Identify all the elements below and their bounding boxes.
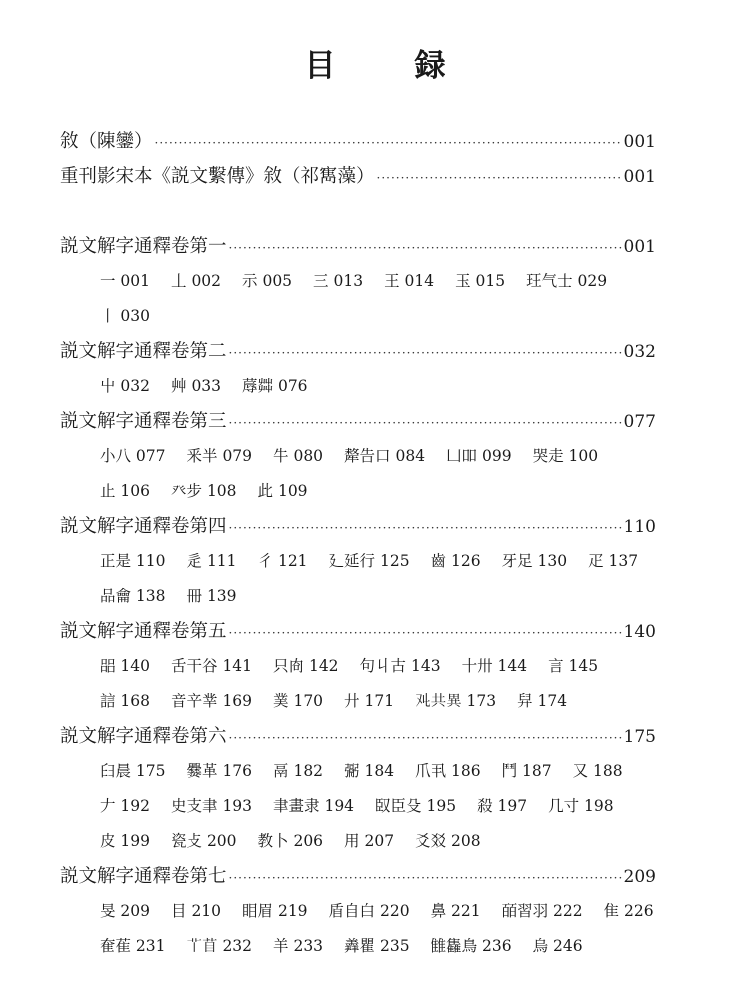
radical-entry[interactable]: 釆半 079 xyxy=(186,447,253,465)
radical-entry[interactable]: 小八 077 xyxy=(100,447,166,465)
radical-entry[interactable]: 屮 032 xyxy=(100,377,151,395)
leader-dots xyxy=(229,721,622,756)
radical-list-line xyxy=(60,929,656,964)
radical-entry[interactable]: 鼻 221 xyxy=(430,902,481,920)
radical-entry[interactable]: 舌干谷 141 xyxy=(171,657,253,675)
radical-entry[interactable]: 蓐茻 076 xyxy=(242,377,308,395)
radical-entry[interactable]: 只㕯 142 xyxy=(273,657,339,675)
leader-dots xyxy=(155,126,622,161)
radical-entry[interactable]: 烏 246 xyxy=(532,937,583,955)
radical-entry[interactable]: 几寸 198 xyxy=(548,797,614,815)
radical-list-line xyxy=(60,264,656,299)
radical-entry[interactable]: 音䇂丵 169 xyxy=(171,692,253,710)
radical-entry[interactable]: 疋 137 xyxy=(588,552,639,570)
radical-entry[interactable]: 犛告口 084 xyxy=(344,447,426,465)
radical-entry[interactable]: 教卜 206 xyxy=(257,832,324,850)
entry-title: 説文解字通釋卷第五 xyxy=(60,621,227,642)
radical-entry[interactable]: 哭走 100 xyxy=(532,447,599,465)
radical-entry[interactable]: 辵 111 xyxy=(186,552,237,570)
radical-entry[interactable]: 皮 199 xyxy=(100,832,151,850)
entry-title: 説文解字通釋卷第六 xyxy=(60,726,227,747)
radical-entry[interactable]: 雔雥鳥 236 xyxy=(430,937,512,955)
radical-entry[interactable]: 𠂇 192 xyxy=(100,797,151,815)
radical-entry[interactable]: 隹 226 xyxy=(603,902,654,920)
radical-entry[interactable]: 㗊 140 xyxy=(100,657,151,675)
radical-list-line xyxy=(60,894,656,929)
radical-entry[interactable]: 示 005 xyxy=(242,272,293,290)
table-of-contents xyxy=(60,124,656,964)
entry-title: 説文解字通釋卷第七 xyxy=(60,866,227,887)
chapter-entry[interactable] xyxy=(60,614,656,649)
radical-entry[interactable]: 史支聿 193 xyxy=(171,797,253,815)
radical-entry[interactable]: 䀠眉 219 xyxy=(242,902,308,920)
chapter-entry[interactable] xyxy=(60,229,656,264)
radical-entry[interactable]: 鬲 182 xyxy=(273,762,324,780)
radical-list-line xyxy=(60,544,656,579)
radical-entry[interactable]: 彳 121 xyxy=(257,552,308,570)
page-number: 001 xyxy=(623,237,656,257)
radical-entry[interactable]: 奞萑 231 xyxy=(100,937,166,955)
leader-dots xyxy=(229,406,622,441)
radical-entry[interactable]: 盾自白 220 xyxy=(328,902,410,920)
radical-entry[interactable]: 𠬜共異 173 xyxy=(415,692,497,710)
radical-entry[interactable]: 羊 233 xyxy=(273,937,324,955)
radical-entry[interactable]: 旻 209 xyxy=(100,902,151,920)
radical-entry[interactable]: 又 188 xyxy=(572,762,623,780)
radical-entry[interactable]: 爨革 176 xyxy=(186,762,253,780)
section-gap xyxy=(60,194,656,229)
radical-list-line xyxy=(60,649,656,684)
radical-entry[interactable]: 菐 170 xyxy=(273,692,324,710)
leader-dots xyxy=(229,861,622,896)
chapter-entry[interactable] xyxy=(60,334,656,369)
radical-entry[interactable]: 十卅 144 xyxy=(461,657,528,675)
radical-entry[interactable]: 品龠 138 xyxy=(100,587,166,605)
front-entry[interactable] xyxy=(60,124,656,159)
entry-title: 重刊影宋本《説文繫傳》敘（祁寯藻） xyxy=(60,166,375,187)
entry-title: 敘（陳鑾） xyxy=(60,131,153,152)
radical-list-line xyxy=(60,824,656,859)
page-number: 001 xyxy=(623,167,656,187)
radical-entry[interactable]: 瓷攴 200 xyxy=(171,832,237,850)
radical-entry[interactable]: 𦫳苜 232 xyxy=(186,937,253,955)
entry-title: 説文解字通釋卷第四 xyxy=(60,516,227,537)
radical-entry[interactable]: 目 210 xyxy=(171,902,222,920)
radical-entry[interactable]: 廴延行 125 xyxy=(328,552,410,570)
radical-list-line xyxy=(60,754,656,789)
radical-entry[interactable]: 止 106 xyxy=(100,482,151,500)
radical-entry[interactable]: 鬥 187 xyxy=(501,762,552,780)
chapter-entry[interactable] xyxy=(60,859,656,894)
page-number: 209 xyxy=(623,867,656,887)
radical-entry[interactable]: 用 207 xyxy=(344,832,395,850)
radical-entry[interactable]: 𦥑晨 175 xyxy=(100,762,166,780)
radical-entry[interactable]: 爻㸚 208 xyxy=(415,832,481,850)
radical-entry[interactable]: 三 013 xyxy=(313,272,364,290)
radical-entry[interactable]: 冊 139 xyxy=(186,587,237,605)
page-title: 目 録 xyxy=(304,48,470,84)
radical-entry[interactable]: 舁 174 xyxy=(517,692,568,710)
radical-entry[interactable]: 殺 197 xyxy=(477,797,528,815)
radical-list-line xyxy=(60,789,656,824)
radical-entry[interactable]: 凵吅 099 xyxy=(446,447,512,465)
chapter-entry[interactable] xyxy=(60,719,656,754)
radical-entry[interactable]: 爪丮 186 xyxy=(415,762,481,780)
leader-dots xyxy=(229,511,622,546)
radical-entry[interactable]: 玉 015 xyxy=(455,272,506,290)
radical-list-line xyxy=(60,299,656,334)
radical-entry[interactable]: 誩 168 xyxy=(100,692,151,710)
radical-entry[interactable]: 皕習羽 222 xyxy=(501,902,583,920)
front-entry[interactable] xyxy=(60,159,656,194)
chapter-entry[interactable] xyxy=(60,404,656,439)
radical-entry[interactable]: 句丩古 143 xyxy=(359,657,441,675)
radical-list-line xyxy=(60,684,656,719)
radical-list-line xyxy=(60,474,656,509)
radical-entry[interactable]: 臤臣殳 195 xyxy=(375,797,457,815)
page-number: 110 xyxy=(623,517,656,537)
radical-list-line xyxy=(60,439,656,474)
page-number: 001 xyxy=(623,132,656,152)
radical-entry[interactable]: 廾 171 xyxy=(344,692,395,710)
radical-entry[interactable]: 羴瞿 235 xyxy=(344,937,410,955)
radical-entry[interactable]: 言 145 xyxy=(548,657,599,675)
radical-entry[interactable]: 王 014 xyxy=(384,272,435,290)
page-number: 032 xyxy=(623,342,656,362)
entry-title: 説文解字通釋卷第一 xyxy=(60,236,227,257)
leader-dots xyxy=(229,231,622,266)
radical-entry[interactable]: 丄 002 xyxy=(171,272,222,290)
chapter-entry[interactable] xyxy=(60,509,656,544)
page-number: 175 xyxy=(623,727,656,747)
radical-entry[interactable]: 一 001 xyxy=(100,272,151,290)
radical-entry[interactable]: 此 109 xyxy=(257,482,308,500)
radical-entry[interactable]: 牛 080 xyxy=(273,447,324,465)
radical-entry[interactable]: 牙足 130 xyxy=(501,552,568,570)
radical-entry[interactable]: 齒 126 xyxy=(430,552,481,570)
radical-entry[interactable]: 艸 033 xyxy=(171,377,222,395)
radical-list-line xyxy=(60,369,656,404)
entry-title: 説文解字通釋卷第三 xyxy=(60,411,227,432)
radical-entry[interactable]: 丨 030 xyxy=(100,307,151,325)
leader-dots xyxy=(377,161,622,196)
page-number: 140 xyxy=(623,622,656,642)
radical-entry[interactable]: 䰜 184 xyxy=(344,762,395,780)
page-number: 077 xyxy=(623,412,656,432)
radical-entry[interactable]: 玨气士 029 xyxy=(526,272,608,290)
leader-dots xyxy=(229,616,622,651)
entry-title: 説文解字通釋卷第二 xyxy=(60,341,227,362)
leader-dots xyxy=(229,336,622,371)
radical-entry[interactable]: 正是 110 xyxy=(100,552,166,570)
radical-entry[interactable]: 癶步 108 xyxy=(171,482,237,500)
radical-entry[interactable]: 聿畫隶 194 xyxy=(273,797,355,815)
radical-list-line xyxy=(60,579,656,614)
